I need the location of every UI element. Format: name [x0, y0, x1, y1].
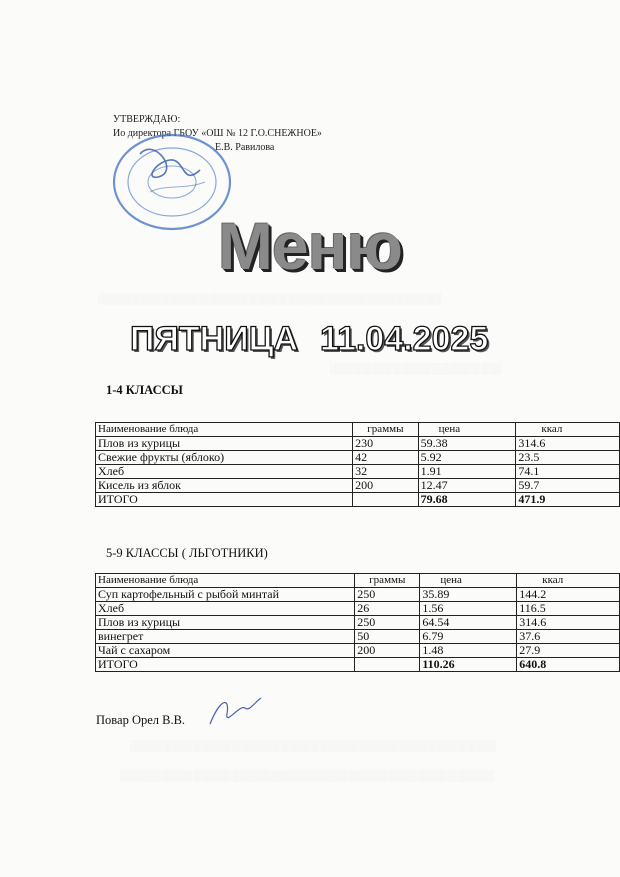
dish-name: Хлеб: [96, 602, 355, 616]
dish-price: 59.38: [418, 437, 516, 451]
dish-kcal: 27.9: [517, 644, 620, 658]
header-grams: граммы: [353, 423, 418, 437]
dish-kcal: 144.2: [517, 588, 620, 602]
weekday: ПЯТНИЦА: [130, 320, 299, 358]
menu-table-grades-5-9: [95, 573, 620, 672]
dish-kcal: 314.6: [517, 616, 620, 630]
bleed-through-text: ░░░░░░░░░░░░░░░░░░░░░░░░░░░░░░░░░░░░░░░░░░░░░░░░: [120, 770, 495, 782]
total-grams-empty: [355, 658, 420, 672]
menu-table-grades-1-4: [95, 422, 620, 507]
dish-price: 6.79: [420, 630, 517, 644]
dish-name: Суп картофельный с рыбой минтай: [96, 588, 355, 602]
menu-date-heading: [130, 320, 510, 359]
approval-signer: Е.В. Равилова: [215, 142, 275, 153]
dish-grams: 230: [353, 437, 418, 451]
table-row: [96, 602, 620, 616]
signature-icon: [205, 694, 265, 730]
dish-grams: 26: [355, 602, 420, 616]
dish-price: 64.54: [420, 616, 517, 630]
menu-date: 11.04.2025: [320, 320, 489, 358]
dish-grams: 42: [353, 451, 418, 465]
bleed-through-text: ░░░░░░░░░░░░░░░░░░░░░░░░░░░░░░░░░░░░░░░░░░░░: [98, 293, 441, 305]
dish-kcal: 59.7: [516, 479, 620, 493]
dish-name: Плов из курицы: [96, 437, 353, 451]
bleed-through-text: ░░░░░░░░░░░░░░░░░░░░░░░░░░░░░░░░░░░░░░░░░░░░░░░: [130, 740, 497, 752]
total-kcal: 471.9: [516, 493, 620, 507]
dish-kcal: 74.1: [516, 465, 620, 479]
table-row: [96, 451, 620, 465]
dish-grams: 250: [355, 588, 420, 602]
table-row: [96, 465, 620, 479]
table-header-row: [96, 423, 620, 437]
table-row: [96, 588, 620, 602]
bleed-through-text: ░░░░░░░░░░░░░░░░░░░░░░: [330, 363, 502, 375]
total-kcal: 640.8: [517, 658, 620, 672]
dish-price: 5.92: [418, 451, 516, 465]
total-price: 110.26: [420, 658, 517, 672]
dish-kcal: 116.5: [517, 602, 620, 616]
table-header-row: [96, 574, 620, 588]
total-label: ИТОГО: [96, 658, 355, 672]
table-row: [96, 616, 620, 630]
header-kcal: ккал: [517, 574, 620, 588]
dish-grams: 200: [353, 479, 418, 493]
dish-kcal: 23.5: [516, 451, 620, 465]
dish-grams: 250: [355, 616, 420, 630]
header-grams: граммы: [355, 574, 420, 588]
approval-position: Ио директора ГБОУ «ОШ № 12 Г.О.СНЕЖНОЕ»: [113, 128, 322, 139]
dish-kcal: 314.6: [516, 437, 620, 451]
table-row: [96, 437, 620, 451]
dish-grams: 32: [353, 465, 418, 479]
total-label: ИТОГО: [96, 493, 353, 507]
header-dish-name: Наименование блюда: [96, 423, 353, 437]
dish-name: Свежие фрукты (яблоко): [96, 451, 353, 465]
table-row: [96, 644, 620, 658]
dish-price: 1.56: [420, 602, 517, 616]
table-row: [96, 479, 620, 493]
section-label-grades-1-4: 1-4 КЛАССЫ: [106, 383, 183, 397]
dish-kcal: 37.6: [517, 630, 620, 644]
header-price: цена: [418, 423, 516, 437]
approval-title: УТВЕРЖДАЮ:: [113, 114, 181, 125]
header-dish-name: Наименование блюда: [96, 574, 355, 588]
total-price: 79.68: [418, 493, 516, 507]
total-row: [96, 493, 620, 507]
dish-grams: 50: [355, 630, 420, 644]
section-label-grades-5-9: 5-9 КЛАССЫ ( ЛЬГОТНИКИ): [106, 546, 268, 560]
dish-name: винегрет: [96, 630, 355, 644]
dish-name: Хлеб: [96, 465, 353, 479]
page-title: Меню: [218, 209, 402, 283]
header-kcal: ккал: [516, 423, 620, 437]
header-price: цена: [420, 574, 517, 588]
dish-price: 12.47: [418, 479, 516, 493]
dish-price: 35.89: [420, 588, 517, 602]
dish-price: 1.91: [418, 465, 516, 479]
dish-name: Чай с сахаром: [96, 644, 355, 658]
dish-name: Кисель из яблок: [96, 479, 353, 493]
dish-grams: 200: [355, 644, 420, 658]
dish-name: Плов из курицы: [96, 616, 355, 630]
dish-price: 1.48: [420, 644, 517, 658]
total-grams-empty: [353, 493, 418, 507]
cook-signature-line: Повар Орел В.В.: [96, 713, 186, 727]
table-row: [96, 630, 620, 644]
total-row: [96, 658, 620, 672]
